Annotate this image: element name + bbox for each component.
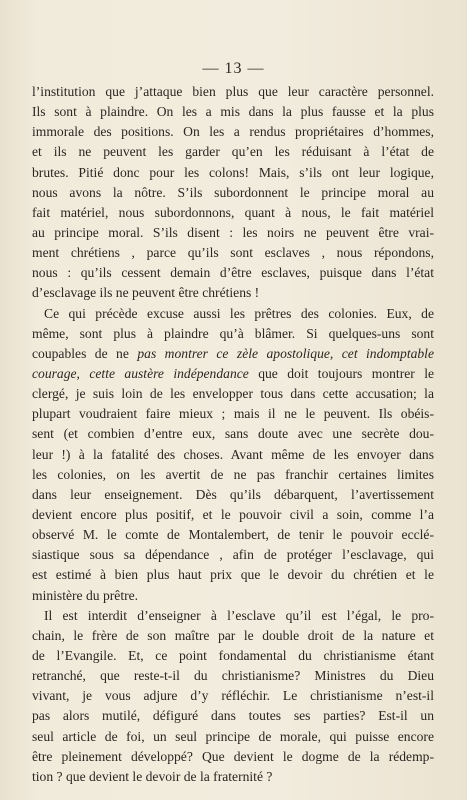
text-line: Il est interdit d’enseigner à l’esclave qu’il est l’égal, le pro- [44,607,434,623]
text-line: brutes. Pitié donc pour les colons! Mais, s’ils ont leur logique, [32,164,434,180]
page-number: — 13 — [202,60,265,77]
text-line: clergé, je suis loin de les envelopper tous dans cette accusation; la [32,386,434,402]
italic-segment: courage, cette austère indépendance [32,365,249,381]
text-line: Ce qui précède excuse aussi les prêtres des colonies. Eux, de [44,305,434,321]
text-line: observé M. le comte de Montalembert, de tenir le pouvoir ecclé- [32,527,434,543]
text-line: ment chrétiens , parce qu’ils sont esclaves , nous répondons, [32,245,434,261]
italic-segment: pas montrer ce zèle apostolique, cet indomptable [137,345,434,361]
text-line-mixed [32,364,434,384]
paragraph-3 [32,606,434,787]
text-line: sent (et combien d’entre eux, sans doute avec une secrète dou- [32,426,434,442]
text-line: être pleinement développé? Que devient le dogme de la rédemp- [32,748,434,764]
text-line: et ils ne peuvent les garder qu’en les réduisant à l’état de [32,144,434,160]
paragraph-2 [32,304,434,606]
text-line: d’esclavage ils ne peuvent être chrétiens ! [32,285,260,301]
paragraph-1 [32,82,434,304]
text-line: ministère du prêtre. [32,587,139,603]
body-text [32,82,434,787]
text-segment: coupables de ne [32,345,138,361]
text-line: de l’Evangile. Et, ce point fondamental du christianisme étant [32,647,434,663]
text-line: est estimé à bien plus haut prix que le devoir du chrétien et le [32,567,434,583]
text-line: immorale des positions. On les a rendus propriétaires d’hommes, [32,124,434,140]
text-line: les colonies, on les avertit de ne pas franchir certaines limites [32,466,434,482]
text-line: devient encore plus positif, et le pouvoir civil a soin, comme l’a [32,506,434,522]
text-line: au principe moral. S’ils disent : les noirs ne peuvent être vrai- [32,224,434,240]
text-line: même, sont plus à plaindre qu’à blâmer. Si quelques-uns sont [32,325,434,341]
text-line: pas alors mutilé, défiguré dans toutes ses parties? Est-il un [32,708,434,724]
text-line: nous avons la nôtre. S’ils subordonnent le principe moral au [32,184,434,200]
text-line: tion ? que devient le devoir de la fraternité ? [32,768,273,784]
text-line: vivant, je vous adjure d’y réfléchir. Le christianisme n’est-il [32,688,434,704]
text-line: retranché, que reste-t-il du christianisme? Ministres du Dieu [32,668,434,684]
text-line: plupart voudraient faire mieux ; mais il ne le peuvent. Ils obéis- [32,406,434,422]
text-line: Ils sont à plaindre. On les a mis dans la plus fausse et la plus [32,104,434,120]
text-line: dans leur enseignement. Dès qu’ils débarquent, l’avertissement [32,486,434,502]
text-line: nous : qu’ils cessent demain d’être esclaves, puisque dans l’état [32,265,434,281]
text-line: seul article de foi, un seul principe de morale, qui puisse encore [32,728,434,744]
text-line: siastique sous sa dépendance , afin de protéger l’esclavage, qui [32,547,434,563]
text-line-mixed [32,344,434,364]
text-segment: que doit toujours montrer le [248,365,434,381]
text-line: l’institution que j’attaque bien plus que leur caractère personnel. [32,84,434,99]
text-line: leur !) à la fatalité des choses. Avant même de les envoyer dans [32,446,434,462]
text-line: chain, le frère de son maître par le double droit de la nature et [32,627,434,643]
text-line: fait matériel, nous subordonnons, quant à nous, le fait matériel [32,204,434,220]
